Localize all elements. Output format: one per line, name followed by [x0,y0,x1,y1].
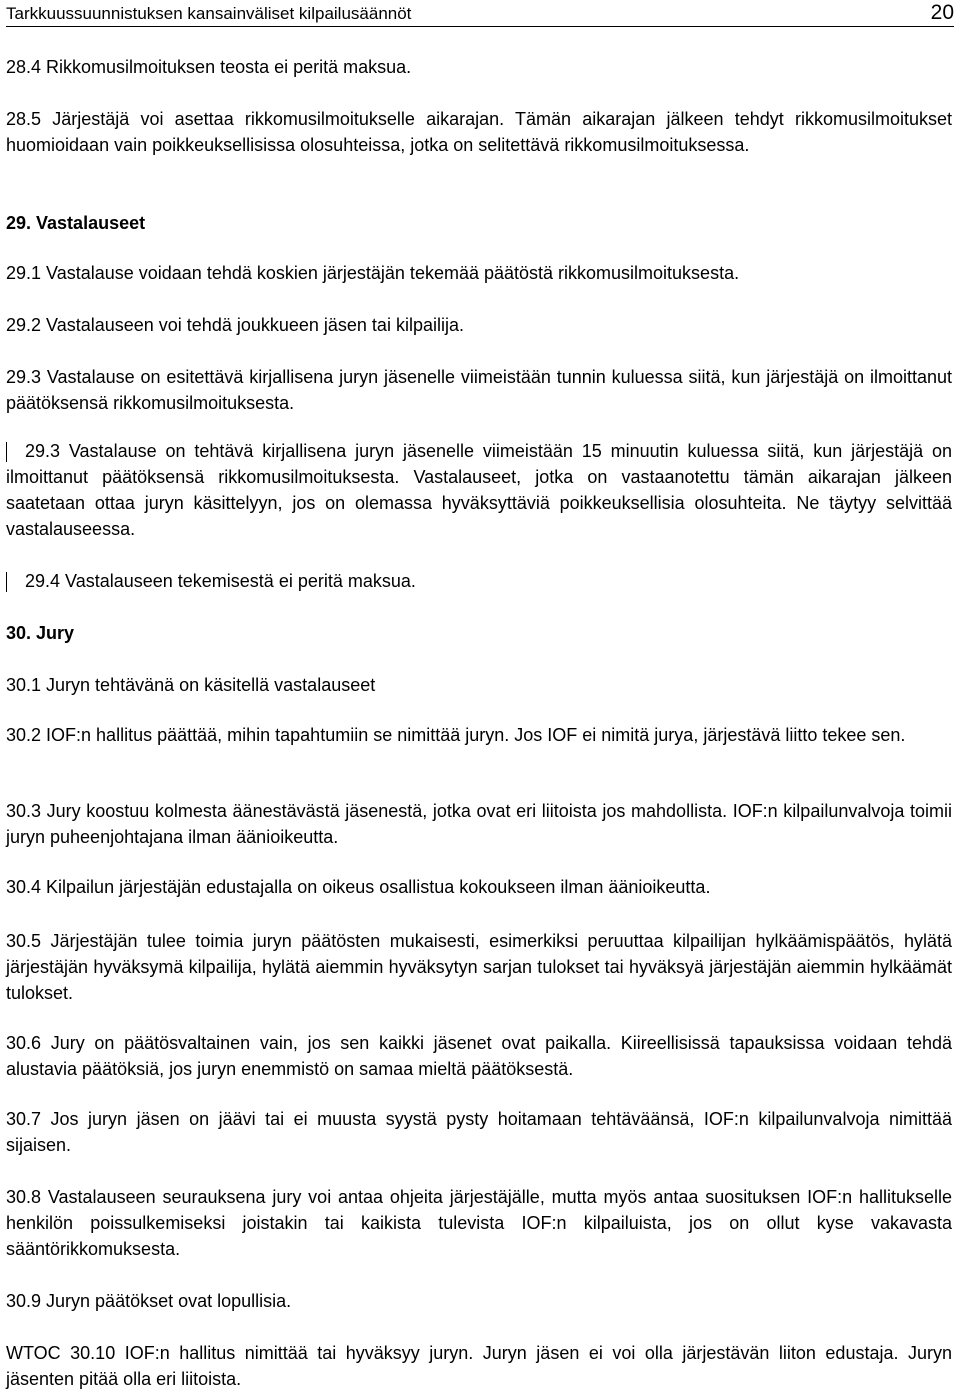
heading-30: 30. Jury [6,623,75,643]
paragraph-28-4: 28.4 Rikkomusilmoituksen teosta ei peritä maksua. [6,57,412,77]
paragraph-30-6: 30.6 Jury on päätösvaltainen vain, jos sen kaikki jäsenet ovat paikalla. Kiireellisissä tapauksissa voidaan tehdä alustavia päätöksiä, jos juryn enemmistö on samaa mieltä päätöksestä. [6,1033,952,1079]
paragraph-30-1: 30.1 Juryn tehtävänä on käsitellä vastalauseet [6,675,376,695]
paragraph-30-5: 30.5 Järjestäjän tulee toimia juryn päätösten mukaisesti, esimerkiksi peruuttaa kilpailijan hylkäämispäätös, hylätä järjestäjän hyväksymä kilpailija, hylätä aiemmin hyväksytyn sarjan tulokset tai hyväksyä järjestäjän aiemmin hylkäämät tulokset. [6,931,952,1003]
paragraph-30-3: 30.3 Jury koostuu kolmesta äänestävästä jäsenestä, jotka ovat eri liitoista jos mahdollista. IOF:n kilpailunvalvoja toimii juryn puheenjohtajana ilman äänioikeutta. [6,801,952,847]
paragraph-30-9: 30.9 Juryn päätökset ovat lopullisia. [6,1291,292,1311]
paragraph-30-10: WTOC 30.10 IOF:n hallitus nimittää tai hyväksyy juryn. Juryn jäsen ei voi olla järjestävän liiton edustaja. Juryn jäsenten pitää olla eri liitoista. [6,1343,952,1389]
heading-29: 29. Vastalauseet [6,213,146,233]
paragraph-30-8: 30.8 Vastalauseen seurauksena jury voi antaa ohjeita järjestäjälle, mutta myös antaa suosituksen IOF:n hallitukselle henkilön poissulkemiseksi joistakin tai kaikista tulevista IOF:n kilpailuista, jos on ollut kyse vakavasta sääntörikkomuksesta. [6,1187,952,1259]
paragraph-30-4: 30.4 Kilpailun järjestäjän edustajalla on oikeus osallistua kokoukseen ilman äänioikeutta. [6,877,711,897]
paragraph-30-2: 30.2 IOF:n hallitus päättää, mihin tapahtumiin se nimittää juryn. Jos IOF ei nimitä jurya, järjestävä liitto tekee sen. [6,725,906,745]
paragraph-30-7: 30.7 Jos juryn jäsen on jäävi tai ei muusta syystä pysty hoitamaan tehtäväänsä, IOF:n kilpailunvalvoja nimittää sijaisen. [6,1109,952,1155]
paragraph-29-3-old: 29.3 Vastalause on esitettävä kirjallisena juryn jäsenelle viimeistään tunnin kuluessa siitä, kun järjestäjä on ilmoittanut päätöksensä rikkomusilmoituksesta. [6,367,952,413]
page-header [6,2,954,27]
paragraph-29-4: 29.4 Vastalauseen tekemisestä ei peritä maksua. [25,571,416,591]
paragraph-28-5: 28.5 Järjestäjä voi asettaa rikkomusilmoitukselle aikarajan. Tämän aikarajan jälkeen tehdyt rikkomusilmoitukset huomioidaan vain poikkeuksellisissa olosuhteissa, jotka on selitettävä rikkomusilmoituksessa. [6,109,952,155]
paragraph-29-3-new [6,438,952,542]
paragraph-29-1: 29.1 Vastalause voidaan tehdä koskien järjestäjän tekemää päätöstä rikkomusilmoituksesta. [6,263,740,283]
paragraph-29-3-new-text: 29.3 Vastalause on tehtävä kirjallisena juryn jäsenelle viimeistään 15 minuutin kuluessa siitä, kun järjestäjä on ilmoittanut päätöksensä rikkomusilmoituksesta. Vastalauseet, jotka on vastaanotettu tämän aikarajan jälkeen saatetaan ottaa juryn käsittelyyn, jos on olemassa hyväksyttäviä poikkeuksellisia olosuhteita. Ne täytyy selvittää vastalauseessa. [6,441,952,539]
header-title: Tarkkuussuunnistuksen kansainväliset kilpailusäännöt [6,4,412,23]
paragraph-29-2: 29.2 Vastalauseen voi tehdä joukkueen jäsen tai kilpailija. [6,315,464,335]
page-number: 20 [930,1,954,24]
